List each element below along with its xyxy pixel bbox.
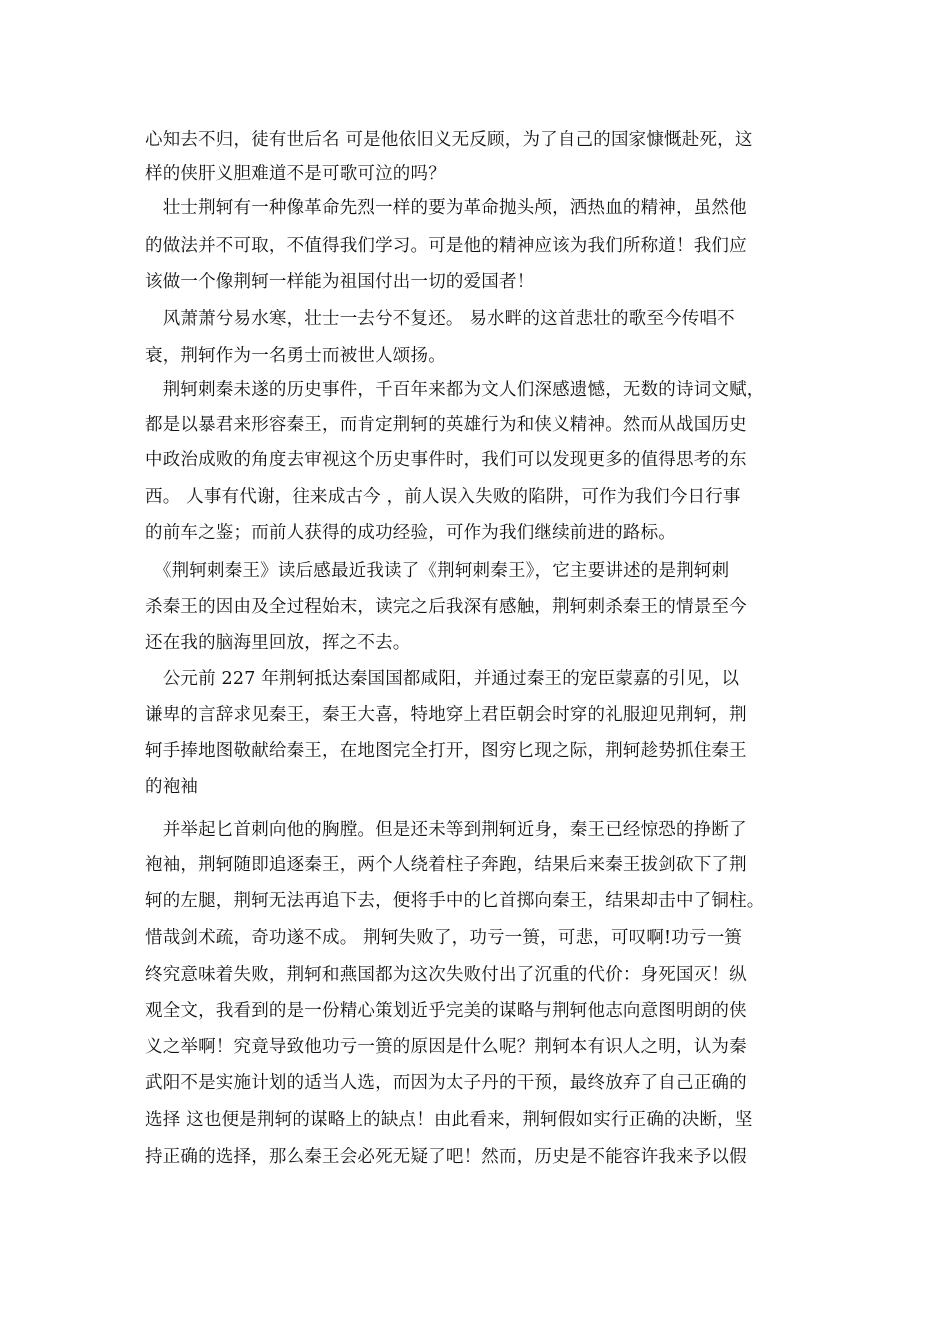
text-line: 公元前 227 年荆轲抵达秦国国都咸阳，并通过秦王的宠臣蒙嘉的引见，以 <box>145 669 740 689</box>
text-line: 风萧萧兮易水寒，壮士一去兮不复还。 易水畔的这首悲壮的歌至今传唱不 <box>145 309 735 329</box>
text-line: 武阳不是实施计划的适当人选，而因为太子丹的干预，最终放弃了自己正确的 <box>145 1073 747 1093</box>
text-line: 谦卑的言辞求见秦王，秦王大喜，特地穿上君臣朝会时穿的礼服迎见荆轲，荆 <box>145 705 747 725</box>
text-line: 轲手捧地图敬献给秦王，在地图完全打开，图穷匕现之际，荆轲趁势抓住秦王 <box>145 741 747 761</box>
text-line: 选择 这也便是荆轲的谋略上的缺点！由此看来，荆轲假如实行正确的决断，坚 <box>145 1110 753 1130</box>
text-line: 样的侠肝义胆难道不是可歌可泣的吗？ <box>145 164 446 184</box>
text-line: 杀秦王的因由及全过程始末，读完之后我深有感触，荆轲刺杀秦王的情景至今 <box>145 597 747 617</box>
text-line: 的前车之鉴；而前人获得的成功经验，可作为我们继续前进的路标。 <box>145 523 676 543</box>
text-line: 中政治成败的角度去审视这个历史事件时，我们可以发现更多的值得思考的东 <box>145 450 747 470</box>
text-line: 的做法并不可取，不值得我们学习。可是他的精神应该为我们所称道！我们应 <box>145 236 747 256</box>
text-line: 终究意味着失败，荆轲和燕国都为这次失败付出了沉重的代价：身死国灭！纵 <box>145 965 747 985</box>
text-line: 惜哉剑术疏，奇功遂不成。 荆轲失败了，功亏一篑，可悲，可叹啊!功亏一篑 <box>145 928 743 948</box>
text-line: 义之举啊！究竟导致他功亏一篑的原因是什么呢？荆轲本有识人之明，认为秦 <box>145 1037 747 1057</box>
text-line: 心知去不归，徒有世后名 可是他依旧义无反顾，为了自己的国家慷慨赴死，这 <box>145 130 753 150</box>
text-line: 衰，荆轲作为一名勇士而被世人颂扬。 <box>145 346 446 366</box>
text-line: 都是以暴君来形容秦王，而肯定荆轲的英雄行为和侠义精神。然而从战国历史 <box>145 415 747 435</box>
text-line: 还在我的脑海里回放，挥之不去。 <box>145 633 411 653</box>
text-line: 《荆轲刺秦王》读后感最近我读了《荆轲刺秦王》，它主要讲述的是荆轲刺 <box>145 561 730 581</box>
text-line: 观全文，我看到的是一份精心策划近乎完美的谋略与荆轲他志向意图明朗的侠 <box>145 1001 747 1021</box>
text-line: 西。 人事有代谢，往来成古今 ，前人误入失败的陷阱，可作为我们今日行事 <box>145 487 741 507</box>
text-line: 的袍袖 <box>145 777 199 797</box>
text-line: 该做一个像荆轲一样能为祖国付出一切的爱国者！ <box>145 272 535 292</box>
text-line: 轲的左腿，荆轲无法再追下去，便将手中的匕首掷向秦王，结果却击中了铜柱。 <box>145 891 765 911</box>
text-line: 荆轲刺秦未遂的历史事件，千百年来都为文人们深感遗憾，无数的诗词文赋， <box>145 380 765 400</box>
text-line: 并举起匕首刺向他的胸膛。但是还未等到荆轲近身，秦王已经惊恐的挣断了 <box>145 820 747 840</box>
text-line: 袍袖，荆轲随即追逐秦王，两个人绕着柱子奔跑，结果后来秦王拔剑砍下了荆 <box>145 855 747 875</box>
text-line: 持正确的选择，那么秦王会必死无疑了吧！然而，历史是不能容许我来予以假 <box>145 1147 747 1167</box>
text-line: 壮士荆轲有一种像革命先烈一样的要为革命抛头颅，洒热血的精神，虽然他 <box>145 198 747 218</box>
